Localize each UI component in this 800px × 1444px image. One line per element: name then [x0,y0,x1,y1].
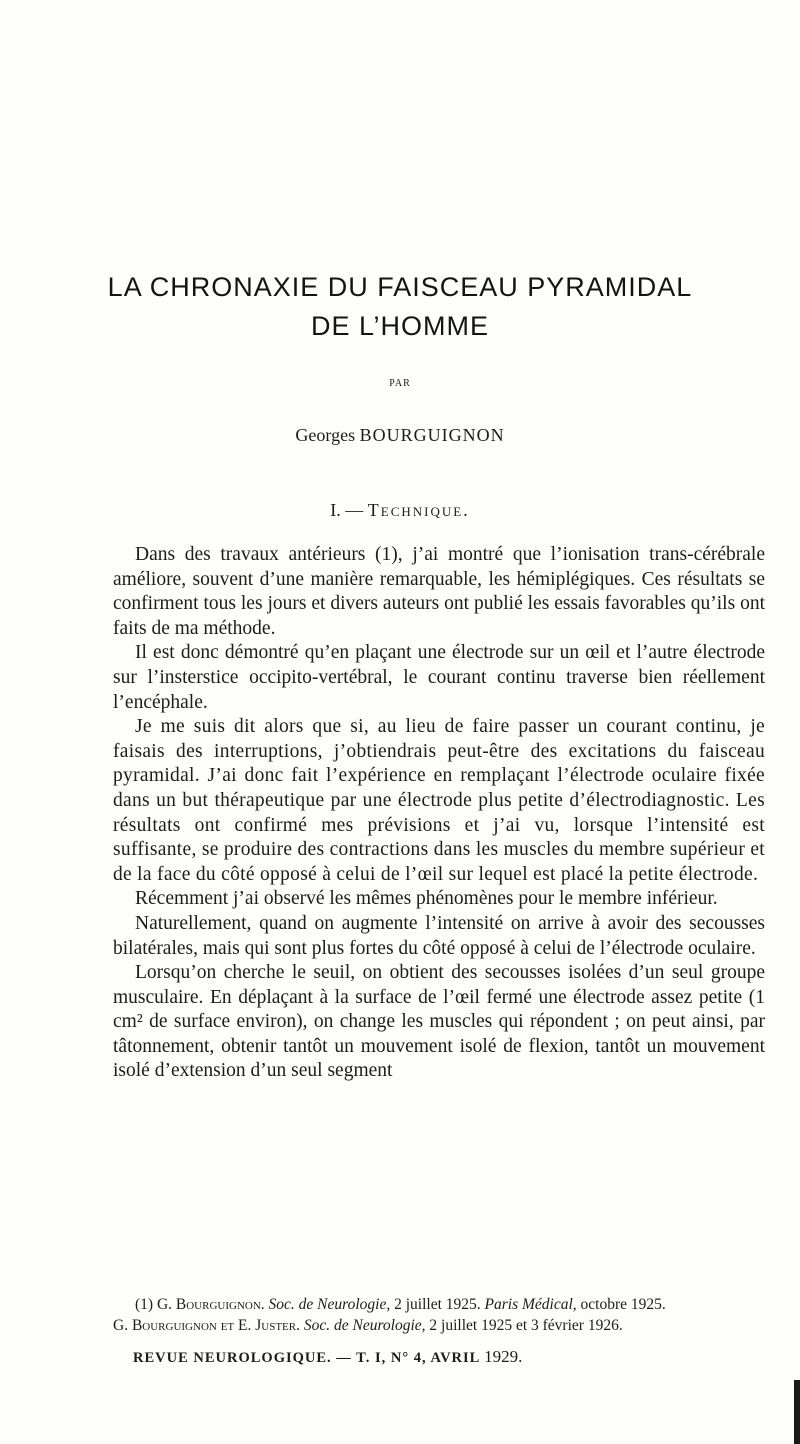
section-heading [0,500,800,521]
paragraph-2: Il est donc démontré qu’en plaçant une électrode sur un œil et l’autre électrode sur l’insterstice occipito-vertébral, le courant continu traverse bien réellement l’encéphale. [113,642,765,713]
section-number: I. — [330,500,364,520]
journal-reference [133,1347,522,1367]
journal-name: REVUE NEUROLOGIQUE. — T. I, N° 4, AVRIL [133,1350,480,1366]
footnote-date-3: 2 juillet 1925 et 3 février 1926. [429,1317,623,1334]
footnote-source-2: Paris Médical, [484,1296,577,1313]
article-title-line-2: DE L’HOMME [310,311,490,341]
article-title-line-1: LA CHRONAXIE DU FAISCEAU PYRAMIDAL [107,272,693,302]
paragraph-6: Lorsqu’on cherche le seuil, on obtient des secousses isolées d’un seul groupe musculaire. En déplaçant à la surface de l’œil fermé une électrode assez petite (1 cm² de surface environ), on change les muscles qui répondent ; on peut ainsi, par tâtonnement, obtenir tantôt un mouvement isolé de flexion, tantôt un mouvement isolé d’extension d’un seul segment [113,962,765,1082]
footnote-marker: (1) [135,1296,154,1313]
footnote-source-1: Soc. de Neurologie, [268,1296,391,1313]
section-name: Technique. [367,500,470,520]
author-first-name: Georges [295,425,356,445]
paragraph-1: Dans des travaux antérieurs (1), j’ai montré que l’ionisation trans-cérébrale améliore, souvent d’une manière remarquable, les hémiplégiques. Ces résultats se confirment tous les jours et divers auteurs ont publié les essais favorables qu’ils ont faits de ma méthode. [113,544,765,639]
footnote-line-1 [113,1295,765,1315]
paragraph-5: Naturellement, quand on augmente l’intensité on arrive à avoir des secousses bilatérales, mais qui sont plus fortes du côté opposé à celui de l’électrode oculaire. [113,912,765,959]
paragraph-3: Je me suis dit alors que si, au lieu de faire passer un courant continu, je faisais des interruptions, j’obtiendrais peut-être des excitations du faisceau pyramidal. J’ai donc fait l’expérience en remplaçant l’électrode oculaire fixée dans un but thérapeutique par une électrode plus petite d’électrodiagnostic. Les résultats ont confirmé mes prévisions et j’ai vu, lorsque l’intensité est suffisante, se produire des contractions dans les muscles du membre supérieur et de la face du côté opposé à celui de l’œil sur lequel est placé la petite électrode. [113,716,765,885]
page-edge-shadow [794,1380,800,1444]
par-label: PAR [389,378,411,389]
footnote-author-1: G. Bourguignon. [156,1296,265,1313]
paragraph-4: Récemment j’ai observé les mêmes phénomènes pour le membre inférieur. [135,888,718,910]
footnote-author-2: G. Bourguignon et E. Juster. [113,1317,300,1334]
article-body [113,543,765,1084]
author-byline [0,425,800,446]
footnote-date-1: 2 juillet 1925. [394,1296,481,1313]
footnote-source-3: Soc. de Neurologie, [303,1317,426,1334]
footnote-date-2: octobre 1925. [580,1296,666,1313]
footnote-line-2 [113,1316,765,1336]
author-last-name: BOURGUIGNON [359,425,505,445]
journal-year: 1929. [484,1347,523,1366]
